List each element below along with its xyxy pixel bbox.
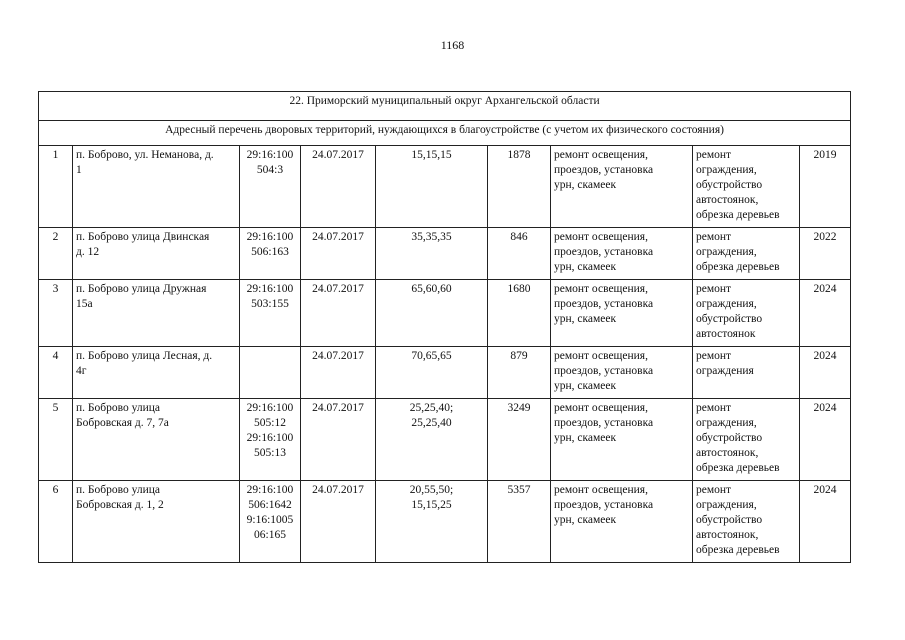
section-row bbox=[39, 92, 851, 121]
works-improvement-cell-line: урн, скамеек bbox=[554, 432, 617, 444]
cadastral-number-cell bbox=[240, 481, 301, 563]
works-additional-cell-line: ремонт bbox=[696, 283, 732, 295]
works-additional-cell-line: обрезка деревьев bbox=[696, 462, 780, 474]
works-improvement-cell-line: проездов, установка bbox=[554, 499, 654, 511]
area-cell: 3249 bbox=[488, 399, 551, 481]
works-improvement-cell-line: урн, скамеек bbox=[554, 514, 617, 526]
table-row bbox=[39, 228, 851, 280]
cadastral-number-cell-line: 29:16:100 bbox=[246, 402, 294, 414]
address-cell-line: п. Боброво улица bbox=[76, 402, 160, 414]
condition-coefficients-cell bbox=[376, 399, 488, 481]
table-subtitle: Адресный перечень дворовых территорий, нуждающихся в благоустройстве (с учетом их физического состояния) bbox=[39, 121, 851, 146]
cadastral-number-cell-line: 29:16:100 bbox=[246, 231, 294, 243]
works-additional-cell-line: обустройство bbox=[696, 179, 763, 191]
table-row bbox=[39, 146, 851, 228]
works-additional-cell bbox=[693, 347, 800, 399]
condition-coefficients-cell-line: 25,25,40 bbox=[411, 417, 452, 429]
area-cell: 846 bbox=[488, 228, 551, 280]
area-cell: 1878 bbox=[488, 146, 551, 228]
year-cell: 2024 bbox=[800, 347, 851, 399]
condition-coefficients-cell bbox=[376, 146, 488, 228]
works-improvement-cell bbox=[551, 399, 693, 481]
condition-coefficients-cell-line: 20,55,50; bbox=[409, 484, 454, 496]
works-improvement-cell-line: ремонт освещения, bbox=[554, 149, 648, 161]
address-cell-line: п. Боброво улица Лесная, д. bbox=[76, 350, 213, 362]
table-row bbox=[39, 481, 851, 563]
works-improvement-cell-line: ремонт освещения, bbox=[554, 350, 648, 362]
year-cell: 2022 bbox=[800, 228, 851, 280]
works-additional-cell-line: ремонт bbox=[696, 149, 732, 161]
address-cell-line: п. Боброво улица Дружная bbox=[76, 283, 207, 295]
address-cell bbox=[73, 347, 240, 399]
cadastral-number-cell-line: 29:16:100 bbox=[246, 432, 294, 444]
works-additional-cell-line: ремонт bbox=[696, 350, 732, 362]
address-cell bbox=[73, 280, 240, 347]
works-additional-cell-line: ограждения, bbox=[696, 246, 757, 258]
works-additional-cell-line: ограждения, bbox=[696, 298, 757, 310]
row-number: 1 bbox=[39, 146, 73, 228]
table-row bbox=[39, 399, 851, 481]
works-additional-cell-line: автостоянок, bbox=[696, 447, 759, 459]
works-additional-cell-line: обустройство bbox=[696, 313, 763, 325]
condition-coefficients-cell-line: 15,15,15 bbox=[411, 149, 452, 161]
cadastral-number-cell bbox=[240, 399, 301, 481]
address-cell-line: Бобровская д. 7, 7а bbox=[76, 417, 169, 429]
row-number: 5 bbox=[39, 399, 73, 481]
address-cell-line: Бобровская д. 1, 2 bbox=[76, 499, 164, 511]
cadastral-number-cell-line: 29:16:100 bbox=[246, 149, 294, 161]
works-additional-cell-line: обустройство bbox=[696, 514, 763, 526]
territory-table bbox=[38, 91, 851, 563]
works-improvement-cell bbox=[551, 347, 693, 399]
address-cell-line: д. 12 bbox=[76, 246, 100, 258]
works-improvement-cell-line: ремонт освещения, bbox=[554, 283, 648, 295]
address-cell bbox=[73, 228, 240, 280]
section-title: 22. Приморский муниципальный округ Архангельской области bbox=[39, 92, 851, 121]
year-cell: 2019 bbox=[800, 146, 851, 228]
works-improvement-cell-line: проездов, установка bbox=[554, 246, 654, 258]
cadastral-number-cell-line: 504:3 bbox=[256, 164, 284, 176]
works-additional-cell bbox=[693, 399, 800, 481]
address-cell bbox=[73, 146, 240, 228]
address-cell-line: п. Боброво улица bbox=[76, 484, 160, 496]
works-improvement-cell-line: урн, скамеек bbox=[554, 313, 617, 325]
address-cell-line: 15а bbox=[76, 298, 93, 310]
condition-coefficients-cell bbox=[376, 228, 488, 280]
works-additional-cell-line: ограждения, bbox=[696, 499, 757, 511]
works-improvement-cell-line: ремонт освещения, bbox=[554, 484, 648, 496]
works-improvement-cell-line: ремонт освещения, bbox=[554, 231, 648, 243]
address-cell-line: 1 bbox=[76, 164, 82, 176]
condition-coefficients-cell-line: 25,25,40; bbox=[409, 402, 454, 414]
works-additional-cell-line: автостоянок, bbox=[696, 529, 759, 541]
cadastral-number-cell-line: 506:163 bbox=[251, 246, 289, 258]
works-improvement-cell-line: проездов, установка bbox=[554, 298, 654, 310]
works-additional-cell-line: автостоянок bbox=[696, 328, 756, 340]
address-cell-line: п. Боброво улица Двинская bbox=[76, 231, 210, 243]
address-cell bbox=[73, 399, 240, 481]
works-additional-cell bbox=[693, 146, 800, 228]
works-improvement-cell bbox=[551, 481, 693, 563]
cadastral-number-cell bbox=[240, 347, 301, 399]
table-row bbox=[39, 347, 851, 399]
works-additional-cell bbox=[693, 280, 800, 347]
works-additional-cell-line: ремонт bbox=[696, 484, 732, 496]
area-cell: 879 bbox=[488, 347, 551, 399]
works-improvement-cell-line: проездов, установка bbox=[554, 417, 654, 429]
row-number: 6 bbox=[39, 481, 73, 563]
works-improvement-cell bbox=[551, 228, 693, 280]
date-cell: 24.07.2017 bbox=[301, 280, 376, 347]
date-cell: 24.07.2017 bbox=[301, 481, 376, 563]
area-cell: 5357 bbox=[488, 481, 551, 563]
cadastral-number-cell-line: 29:16:100 bbox=[246, 283, 294, 295]
date-cell: 24.07.2017 bbox=[301, 228, 376, 280]
condition-coefficients-cell bbox=[376, 481, 488, 563]
subtitle-row bbox=[39, 121, 851, 146]
condition-coefficients-cell-line: 70,65,65 bbox=[411, 350, 452, 362]
date-cell: 24.07.2017 bbox=[301, 347, 376, 399]
works-improvement-cell-line: урн, скамеек bbox=[554, 179, 617, 191]
year-cell: 2024 bbox=[800, 481, 851, 563]
condition-coefficients-cell bbox=[376, 280, 488, 347]
works-additional-cell-line: обустройство bbox=[696, 432, 763, 444]
works-improvement-cell-line: урн, скамеек bbox=[554, 261, 617, 273]
works-additional-cell-line: обрезка деревьев bbox=[696, 209, 780, 221]
works-improvement-cell-line: проездов, установка bbox=[554, 164, 654, 176]
cadastral-number-cell-line: 29:16:100 bbox=[246, 484, 294, 496]
address-cell-line: 4г bbox=[76, 365, 87, 377]
works-improvement-cell-line: урн, скамеек bbox=[554, 380, 617, 392]
date-cell: 24.07.2017 bbox=[301, 146, 376, 228]
works-improvement-cell-line: ремонт освещения, bbox=[554, 402, 648, 414]
works-additional-cell-line: автостоянок, bbox=[696, 194, 759, 206]
cadastral-number-cell-line: 503:155 bbox=[251, 298, 289, 310]
address-cell-line: п. Боброво, ул. Неманова, д. bbox=[76, 149, 214, 161]
cadastral-number-cell-line: 506:1642 bbox=[248, 499, 292, 511]
date-cell: 24.07.2017 bbox=[301, 399, 376, 481]
row-number: 4 bbox=[39, 347, 73, 399]
address-cell bbox=[73, 481, 240, 563]
table-row bbox=[39, 280, 851, 347]
works-additional-cell-line: ремонт bbox=[696, 402, 732, 414]
cadastral-number-cell-line: 06:165 bbox=[254, 529, 286, 541]
works-additional-cell-line: обрезка деревьев bbox=[696, 261, 780, 273]
cadastral-number-cell-line: 9:16:1005 bbox=[246, 514, 294, 526]
works-improvement-cell-line: проездов, установка bbox=[554, 365, 654, 377]
page-number: 1168 bbox=[440, 38, 465, 52]
cadastral-number-cell-line: 505:13 bbox=[254, 447, 286, 459]
works-additional-cell-line: обрезка деревьев bbox=[696, 544, 780, 556]
condition-coefficients-cell-line: 65,60,60 bbox=[411, 283, 452, 295]
cadastral-number-cell-line: 505:12 bbox=[254, 417, 286, 429]
condition-coefficients-cell-line: 35,35,35 bbox=[411, 231, 452, 243]
works-additional-cell-line: ограждения, bbox=[696, 164, 757, 176]
works-additional-cell-line: ограждения, bbox=[696, 417, 757, 429]
year-cell: 2024 bbox=[800, 280, 851, 347]
works-additional-cell-line: ремонт bbox=[696, 231, 732, 243]
condition-coefficients-cell-line: 15,15,25 bbox=[411, 499, 452, 511]
works-additional-cell bbox=[693, 481, 800, 563]
works-additional-cell-line: ограждения bbox=[696, 365, 754, 377]
cadastral-number-cell bbox=[240, 228, 301, 280]
cadastral-number-cell bbox=[240, 280, 301, 347]
area-cell: 1680 bbox=[488, 280, 551, 347]
works-improvement-cell bbox=[551, 280, 693, 347]
row-number: 3 bbox=[39, 280, 73, 347]
year-cell: 2024 bbox=[800, 399, 851, 481]
works-improvement-cell bbox=[551, 146, 693, 228]
row-number: 2 bbox=[39, 228, 73, 280]
works-additional-cell bbox=[693, 228, 800, 280]
cadastral-number-cell bbox=[240, 146, 301, 228]
condition-coefficients-cell bbox=[376, 347, 488, 399]
